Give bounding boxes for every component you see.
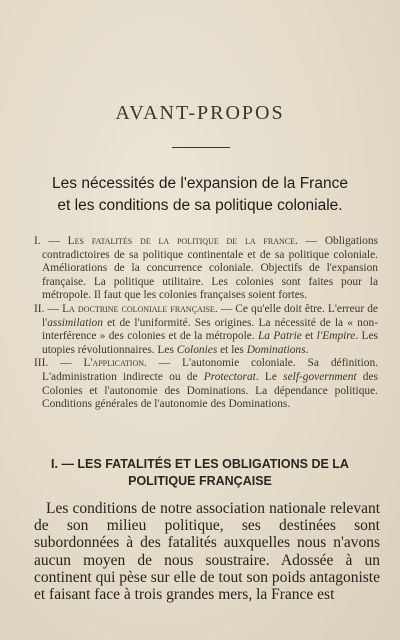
summary-item-2-italic-c: l'Empire — [316, 330, 356, 343]
summary-item-1-text: — Obligations contradictoires de sa politique continentale et de sa politique coloniale. Améliorations de la concurrence coloniale. Objectifs de l'expansion française. La politique utilitaire. Les colonies sont faites pour la métropole. Il faut que les colonies françaises soient fortes. — [42, 235, 378, 302]
summary-item-2-text-d: . Les utopies révolutionnaires. Les — [42, 330, 378, 356]
summary-item-2-text-a: — Ce qu'elle doit être. L'erreur de l' — [42, 302, 378, 329]
summary-item-2-text-e: et les — [217, 343, 247, 356]
summary-item-2-italic-e: Dominations — [246, 343, 306, 356]
subtitle-line-2: et les conditions de sa politique coloniale. — [57, 197, 343, 214]
page-title: AVANT-PROPOS — [115, 102, 285, 124]
summary-item-3-italic-b: self-government — [283, 370, 357, 383]
summary-item-1-number: I. — — [34, 235, 60, 247]
summary-item-2-number: II. — — [34, 302, 59, 315]
summary-item-3-italic-a: Protectorat — [203, 370, 256, 383]
summary-item-2-italic-a: assimilation — [47, 316, 103, 329]
summary-item-1-heading: Les fatalités de la politique de la france. — [67, 235, 298, 247]
chapter-summary — [34, 235, 378, 412]
summary-item-3-number: III. — — [34, 357, 72, 370]
summary-item-1 — [34, 235, 378, 303]
body-text: Les conditions de notre association nationale relevant de son milieu politique, ses destinées sont subordonnées à des fatalités auxquelles nous n'avons aucun moyen de nous soustraire. Adossée à un continent qui pèse sur elle de tout son poids antagoniste et faisant face à trois grandes mers, la France est — [34, 500, 380, 604]
section-heading-line-2: POLITIQUE FRANÇAISE — [128, 474, 272, 488]
section-heading-line-1: I. — LES FATALITÉS ET LES OBLIGATIONS DE LA — [51, 457, 349, 471]
section-heading — [0, 456, 400, 490]
summary-item-3-text-b: . Le — [255, 370, 284, 383]
summary-item-2-text-f: . — [305, 343, 309, 356]
summary-item-3-heading: L'application. — [83, 357, 147, 370]
summary-item-3-text-c: des Colonies et l'autonomie des Dominations. La dépendance politique. Conditions générales de l'autonomie des Dominations. — [42, 370, 378, 411]
summary-item-2-text-c: et — [301, 330, 317, 343]
summary-item-2-heading: La doctrine coloniale française. — [62, 302, 218, 315]
summary-item-2 — [34, 303, 378, 357]
summary-item-3 — [34, 357, 378, 411]
body-paragraph — [34, 500, 380, 603]
title-divider — [172, 147, 230, 148]
subtitle — [0, 173, 400, 217]
summary-item-2-italic-d: Colonies — [176, 343, 218, 356]
summary-item-2-italic-b: La Patrie — [257, 330, 302, 343]
summary-item-3-text-a: — L'autonomie coloniale. Sa définition. L'administration indirecte ou de — [42, 357, 378, 383]
summary-item-2-text-b: et de l'uniformité. Ses origines. La nécessité de la « non-interférence » des colonies et de la métropole. — [42, 316, 378, 343]
subtitle-line-1: Les nécessités de l'expansion de la France — [52, 175, 348, 192]
